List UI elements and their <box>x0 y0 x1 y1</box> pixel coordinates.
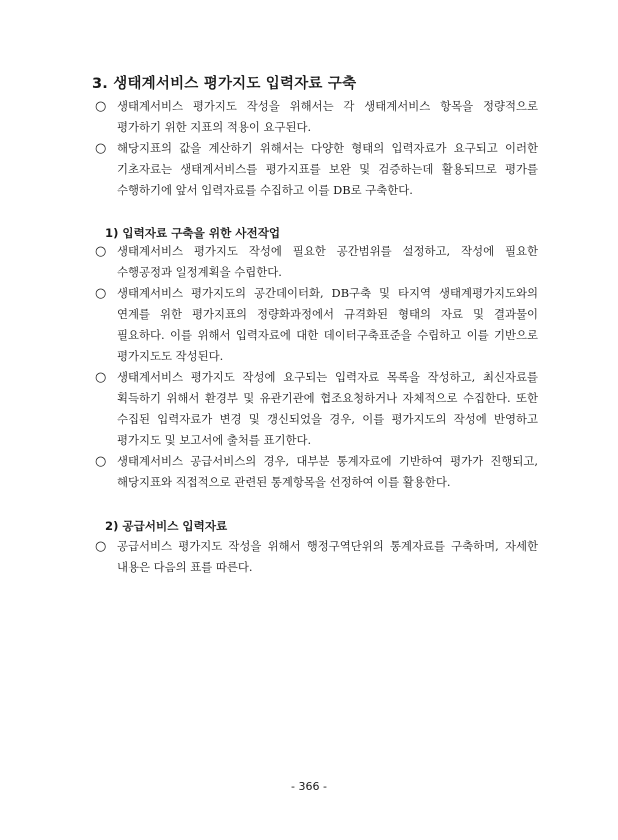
list-item-text: 공급서비스 평가지도 작성을 위해서 행정구역단위의 통계자료를 구축하며, 자세한 내용은 다음의 표를 따른다. <box>117 539 538 574</box>
circle-bullet-icon: ○ <box>95 244 107 259</box>
list-item <box>92 241 538 283</box>
circle-bullet-icon: ○ <box>95 141 107 156</box>
circle-bullet-icon: ○ <box>95 286 107 301</box>
list-item <box>92 367 538 451</box>
circle-bullet-icon: ○ <box>95 539 107 554</box>
subsection-title-prework: 1) 입력자료 구축을 위한 사전작업 <box>105 226 281 240</box>
list-item <box>92 96 538 138</box>
list-item <box>92 283 538 367</box>
list-item <box>92 536 538 578</box>
circle-bullet-icon: ○ <box>95 454 107 469</box>
list-item-text: 생태계서비스 평가지도 작성에 요구되는 입력자료 목록을 작성하고, 최신자료를 획득하기 위해서 환경부 및 유관기관에 협조요청하거나 자체적으로 수집한다. 또한 수집된 입력자료가 변경 및 갱신되었을 경우, 이를 평가지도의 작성에 반영하고 평가지도 및 보고서에 출처를 표기한다. <box>117 370 538 447</box>
list-item-text: 생태계서비스 평가지도 작성을 위해서는 각 생태계서비스 항목을 정량적으로 평가하기 위한 지표의 적용이 요구된다. <box>117 99 538 134</box>
list-item <box>92 451 538 493</box>
list-item-text: 해당지표의 값을 계산하기 위해서는 다양한 형태의 입력자료가 요구되고 이러한 기초자료는 생태계서비스를 평가지표를 보완 및 검증하는데 활용되므로 평가를 수행하기에 앞서 입력자료를 수집하고 이를 DB로 구축한다. <box>117 141 538 197</box>
circle-bullet-icon: ○ <box>95 370 107 385</box>
list-item <box>92 138 538 201</box>
list-item-text: 생태계서비스 평가지도 작성에 필요한 공간범위를 설정하고, 작성에 필요한 수행공정과 일정계획을 수립한다. <box>117 244 538 279</box>
prework-list <box>92 241 538 493</box>
list-item-text: 생태계서비스 공급서비스의 경우, 대부분 통계자료에 기반하여 평가가 진행되고, 해당지표와 직접적으로 관련된 통계항목을 선정하여 이를 활용한다. <box>117 454 538 489</box>
page-number: - 366 - <box>291 780 327 793</box>
circle-bullet-icon: ○ <box>95 99 107 114</box>
subsection-title-supply: 2) 공급서비스 입력자료 <box>105 519 228 533</box>
supply-list <box>92 536 538 578</box>
list-item-text: 생태계서비스 평가지도의 공간데이터화, DB구축 및 타지역 생태계평가지도와의 연계를 위한 평가지표의 정량화과정에서 규격화된 형태의 자료 및 결과물이 필요하다. 이를 위해서 입력자료에 대한 데이터구축표준을 수립하고 이를 기반으로 평가지도도 작성된다. <box>117 286 538 363</box>
section-title: 3. 생태계서비스 평가지도 입력자료 구축 <box>92 76 357 92</box>
intro-list <box>92 96 538 201</box>
